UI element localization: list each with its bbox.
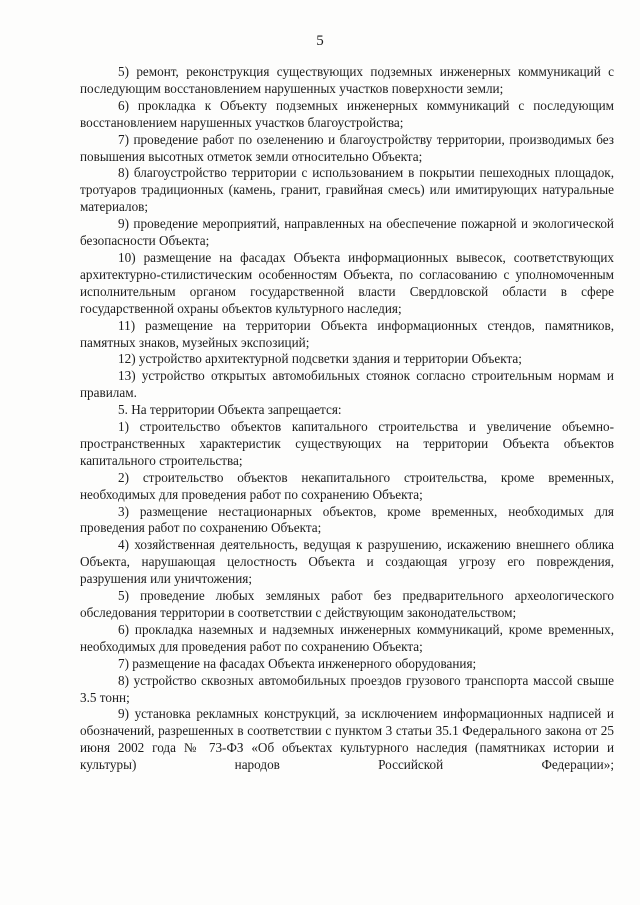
paragraph: 6) прокладка к Объекту подземных инженерных коммуникаций с последующим восстановлением нарушенных участков благоустройства; xyxy=(80,97,614,130)
paragraph: 10) размещение на фасадах Объекта информационных вывесок, соответствующих архитектурно-стилистическим особенностям Объекта, по согласованию с уполномоченным исполнительным органом государственной власти Свердловской области в сфере государственной охраны объектов культурного наследия; xyxy=(80,249,614,316)
paragraph: 3) размещение нестационарных объектов, кроме временных, необходимых для проведения работ по сохранению Объекта; xyxy=(80,503,614,536)
paragraph: 12) устройство архитектурной подсветки здания и территории Объекта; xyxy=(118,351,522,367)
paragraph: 5) проведение любых земляных работ без предварительного археологического обследования территории в соответствии с действующим законодательством; xyxy=(80,588,614,620)
paragraph: 4) хозяйственная деятельность, ведущая к разрушению, искажению внешнего облика Объекта, нарушающая целостность Объекта и создающая угрозу его повреждения, разрушения или уничтожения; xyxy=(80,537,614,587)
document-body xyxy=(80,64,614,774)
paragraph: 2) строительство объектов некапитального строительства, кроме временных, необходимых для проведения работ по сохранению Объекта; xyxy=(80,469,614,502)
paragraph: 7) проведение работ по озеленению и благоустройству территории, производимых без повышения высотных отметок земли относительно Объекта; xyxy=(80,131,614,164)
paragraph: 13) устройство открытых автомобильных стоянок согласно строительным нормам и правилам. xyxy=(80,368,614,401)
paragraph: 7) размещение на фасадах Объекта инженерного оборудования; xyxy=(118,655,477,671)
paragraph: 9) проведение мероприятий, направленных на обеспечение пожарной и экологической безопасности Объекта; xyxy=(80,216,614,249)
section-heading: 5. На территории Объекта запрещается: xyxy=(118,402,342,418)
paragraph: 1) строительство объектов капитального строительства и увеличение объемно-пространственных характеристик существующих на территории Объекта объектов капитального строительства; xyxy=(80,419,614,468)
paragraph: 8) устройство сквозных автомобильных проездов грузового транспорта массой свыше 3.5 тонн; xyxy=(80,672,614,705)
paragraph: 11) размещение на территории Объекта информационных стендов, памятников, памятных знаков, музейных экспозиций; xyxy=(80,317,614,350)
paragraph: 8) благоустройство территории с использованием в покрытии пешеходных площадок, тротуаров традиционных (камень, гранит, гравийная смесь) или имитирующих натуральные материалов; xyxy=(80,165,614,215)
paragraph: 6) прокладка наземных и надземных инженерных коммуникаций, кроме временных, необходимых для проведения работ по сохранению Объекта; xyxy=(80,621,614,654)
page-number: 5 xyxy=(316,33,324,49)
paragraph: 9) установка рекламных конструкций, за исключением информационных надписей и обозначений, разрешенных в соответствии с пунктом 3 статьи 35.1 Федерального закона от 25 июня 2002 года № 73-ФЗ «Об объектах культурного наследия (памятниках истории и культуры) народов Российской Федерации»; xyxy=(80,706,614,773)
paragraph: 5) ремонт, реконструкция существующих подземных инженерных коммуникаций с последующим восстановлением нарушенных участков поверхности земли; xyxy=(80,64,614,96)
